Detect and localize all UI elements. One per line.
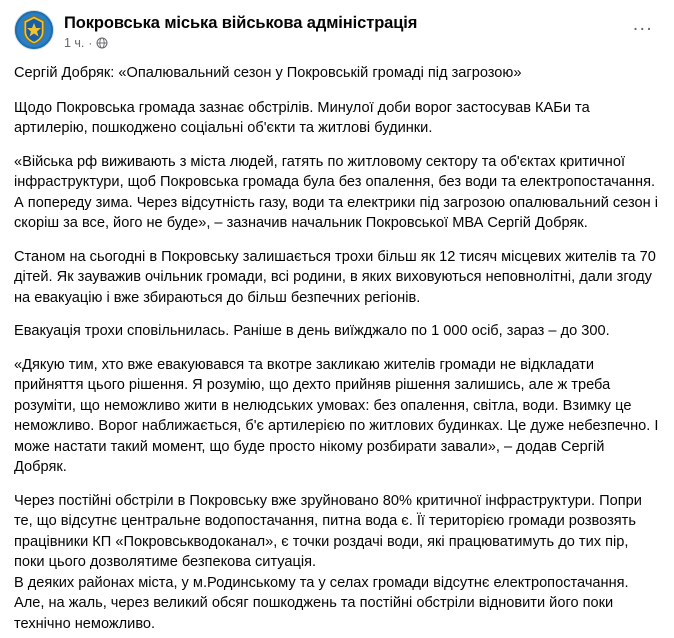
post-paragraph-3: Станом на сьогодні в Покровську залишається трохи більш як 12 тисяч місцевих жителів та 70 дітей. Як зауважив очільник громади, всі родини, в яких виховуються неповнолітні, дали згоду на евакуацію і вже збираються до більш безпечних регіонів. xyxy=(14,248,656,306)
post-header xyxy=(14,10,660,51)
post-paragraph-5: «Дякую тим, хто вже евакуювався та вкотре закликаю жителів громади не відкладати прийняття цього рішення. Я розумію, що дехто прийняв рішення залишись, але ж треба розуміти, що неможливо жити в нелюдських умовах: без опалення, світла, води. Взимку це неможливо. Ворог наближається, б'є артилерією по житлових будинках. Це дуже небезпечно. І може настати такий момент, що буде просто нікому розбирати завали», – додав Сергій Добряк. xyxy=(14,356,659,475)
globe-icon xyxy=(96,37,108,49)
post-paragraph-6: Через постійні обстріли в Покровську вже зруйновано 80% критичної інфраструктури. Попри те, що відсутнє центральне водопостачання, питна вода є. Її територією громади розвозять працівники КП «Покровськводоканал», є точки роздачі води, які працюватимуть до тих пір, поки цього дозволятиме безпекова ситуація. xyxy=(14,492,642,570)
avatar[interactable] xyxy=(14,10,54,50)
post-meta xyxy=(64,36,417,50)
post-paragraph-2: «Війська рф виживають з міста людей, гатять по житловому сектору та об'єктах критичної інфраструктури, щоб Покровська громада була без опалення, без води та електропостачання. А попереду зима. Через відсутність газу, води та електрики під загрозою опалювальний сезон і скоріш за все, його не буде», – зазначив начальник Покровської МВА Сергій Добряк. xyxy=(14,153,659,231)
post-more-options-button[interactable]: ... xyxy=(632,14,654,35)
page-logo-icon xyxy=(15,11,53,49)
post-paragraph-7: В деяких районах міста, у м.Родинському та у селах громади відсутнє електропостачання. Але, на жаль, через великий обсяг пошкоджень та постійні обстріли відновити його поки технічно неможливо. xyxy=(14,574,629,632)
post-paragraph-headline: Сергій Добряк: «Опалювальний сезон у Покровській громаді під загрозою» xyxy=(14,65,522,81)
post-timestamp[interactable]: 1 ч. xyxy=(64,35,85,50)
post-body xyxy=(14,63,660,638)
meta-separator: · xyxy=(88,35,93,50)
post-header-text xyxy=(64,10,417,51)
post-paragraph-4: Евакуація трохи сповільнилась. Раніше в день виїжджало по 1 000 осіб, зараз – до 300. xyxy=(14,323,610,339)
page-name[interactable]: Покровська міська військова адміністрація xyxy=(64,13,418,32)
post-paragraph-1: Щодо Покровська громада зазнає обстрілів. Минулої доби ворог застосував КАБи та артилерію, пошкоджено соціальні об'єкти та житлові будинки. xyxy=(14,99,590,136)
